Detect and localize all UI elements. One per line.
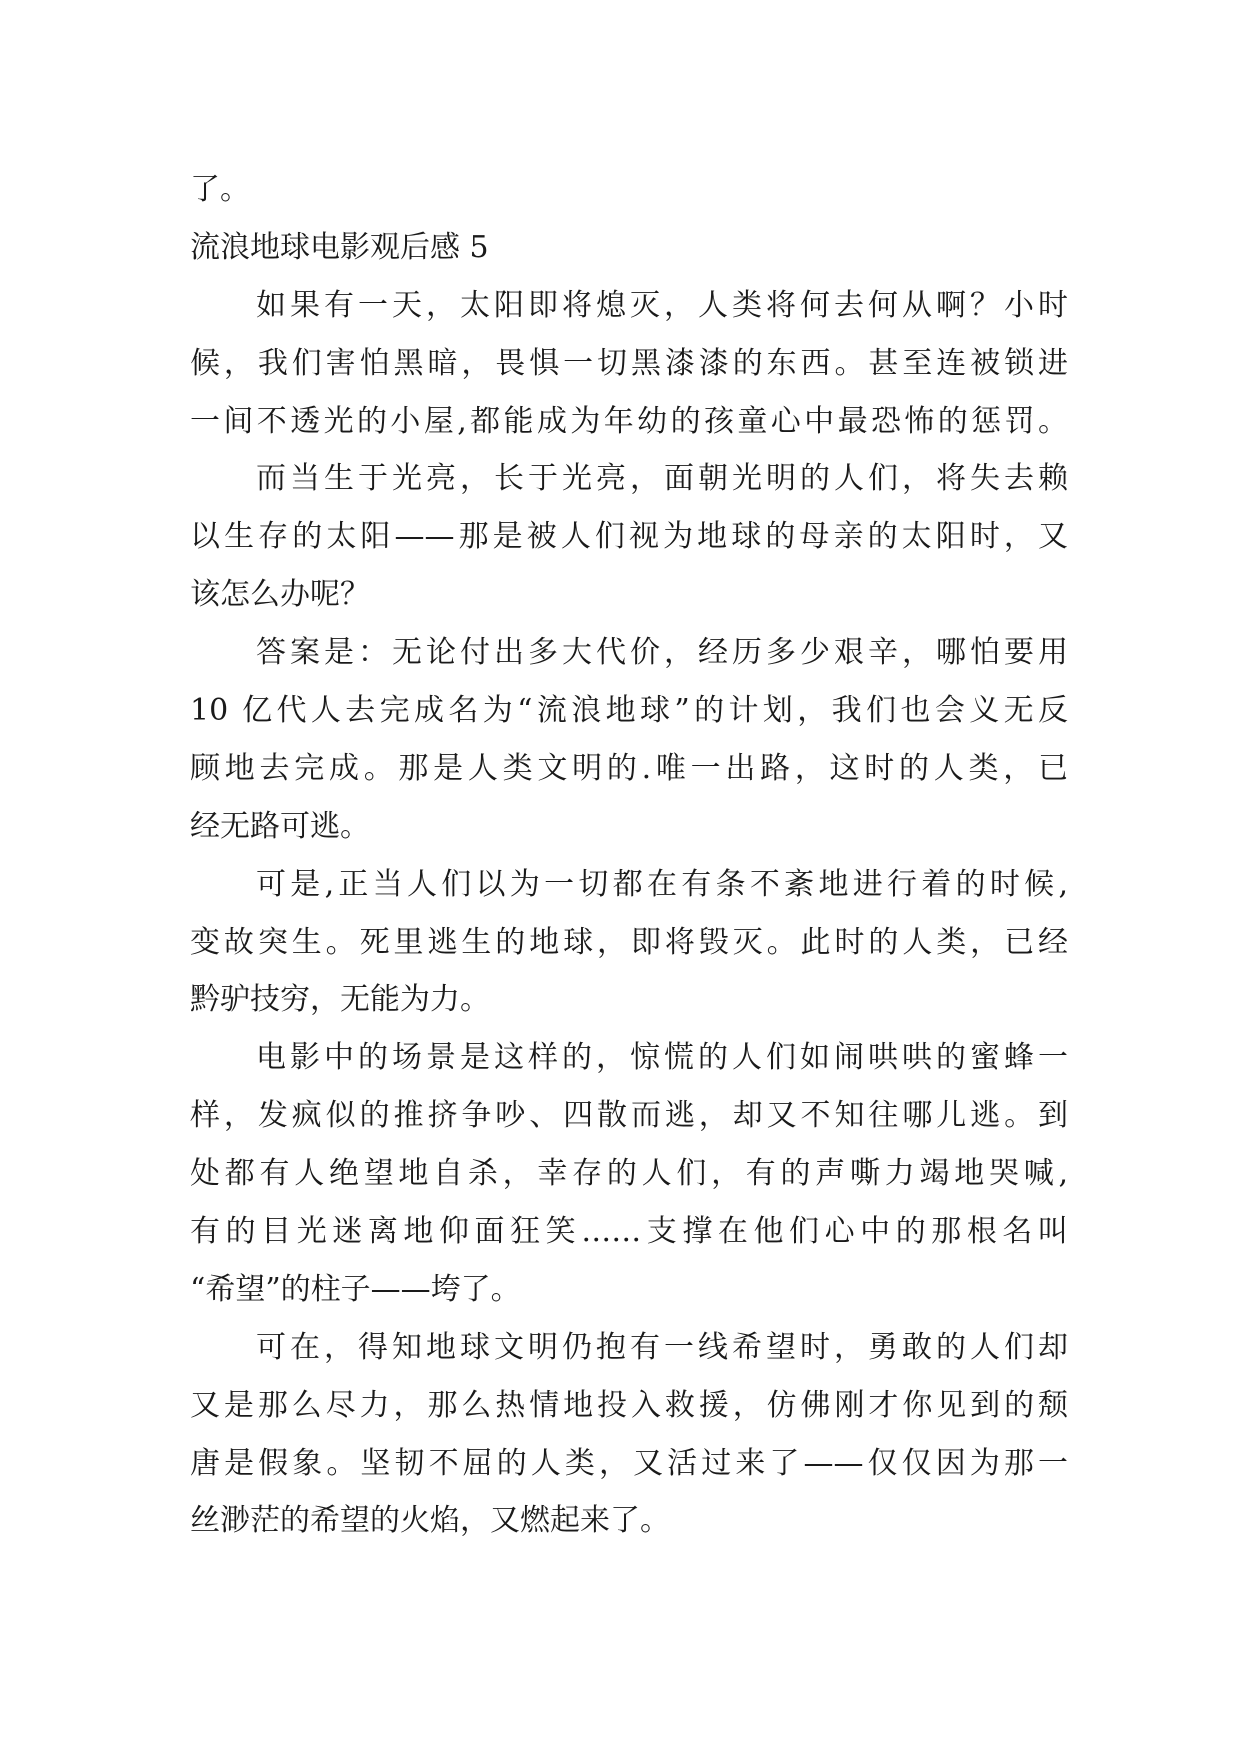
text-line: 黔驴技穷，无能为力。 bbox=[190, 982, 490, 1018]
text-line: 该怎么办呢？ bbox=[190, 577, 370, 613]
text-line: 而当生于光亮，长于光亮，面朝光明的人们，将失去赖 bbox=[256, 461, 1068, 497]
text-line: 一间不透光的小屋,都能成为年幼的孩童心中最恐怖的惩罚。 bbox=[190, 403, 1068, 439]
text-line: 唐是假象。坚韧不屈的人类，又活过来了——仅仅因为那一 bbox=[190, 1445, 1068, 1481]
text-line: 有的目光迷离地仰面狂笑……支撑在他们心中的那根名叫 bbox=[190, 1214, 1068, 1250]
text-line: 处都有人绝望地自杀，幸存的人们，有的声嘶力竭地哭喊, bbox=[190, 1156, 1068, 1192]
text-line: “希望”的柱子——垮了。 bbox=[190, 1271, 521, 1307]
document-page bbox=[190, 161, 1068, 1550]
text-line: 答案是：无论付出多大代价，经历多少艰辛，哪怕要用 bbox=[256, 635, 1068, 671]
text-line: 变故突生。死里逃生的地球，即将毁灭。此时的人类，已经 bbox=[190, 924, 1068, 960]
text-line: 电影中的场景是这样的，惊慌的人们如闹哄哄的蜜蜂一 bbox=[256, 1040, 1068, 1076]
text-line: 顾地去完成。那是人类文明的.唯一出路，这时的人类，已 bbox=[190, 750, 1068, 786]
text-line: 候，我们害怕黑暗，畏惧一切黑漆漆的东西。甚至连被锁进 bbox=[190, 345, 1068, 381]
text-line: 了。 bbox=[190, 172, 250, 207]
text-line: 样，发疯似的推挤争吵、四散而逃，却又不知往哪儿逃。到 bbox=[190, 1098, 1068, 1134]
text-line: 10 亿代人去完成名为“流浪地球”的计划，我们也会义无反 bbox=[190, 693, 1068, 729]
text-line: 丝渺茫的希望的火焰，又燃起来了。 bbox=[190, 1503, 670, 1539]
text-line: 可是,正当人们以为一切都在有条不紊地进行着的时候, bbox=[256, 866, 1068, 902]
text-line: 可在，得知地球文明仍抱有一线希望时，勇敢的人们却 bbox=[256, 1329, 1068, 1365]
text-line: 如果有一天，太阳即将熄灭，人类将何去何从啊？小时 bbox=[256, 287, 1068, 323]
text-line: 经无路可逃。 bbox=[190, 808, 370, 844]
section-title: 流浪地球电影观后感 5 bbox=[190, 229, 489, 265]
text-line: 以生存的太阳——那是被人们视为地球的母亲的太阳时，又 bbox=[190, 519, 1068, 555]
text-line: 又是那么尽力，那么热情地投入救援，仿佛刚才你见到的颓 bbox=[190, 1387, 1068, 1423]
